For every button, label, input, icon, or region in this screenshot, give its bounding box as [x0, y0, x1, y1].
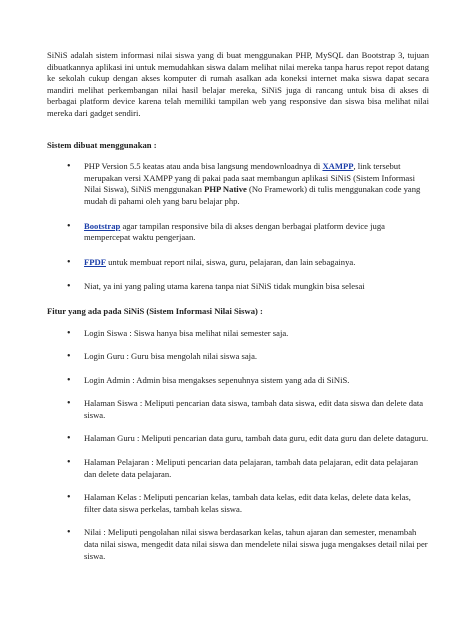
bootstrap-link[interactable]: Bootstrap [84, 220, 121, 231]
feature-text: Halaman Guru : Meliputi pencarian data guru, tambah data guru, edit data guru dan delete dataguru. [84, 433, 429, 444]
php-text-post: (No Framework) di tulis menggunakan code yang mudah di pahami oleh yang baru belajar php. [84, 184, 421, 206]
intro-paragraph: SiNiS adalah sistem informasi nilai siswa yang di buat menggunakan PHP, MySQL dan Bootstrap 3, tujuan dibuatkannya aplikasi ini untuk memudahkan siswa dalam melihat nilai mereka tanpa harus repot repot datang ke sekolah cukup dengan akses komputer di rumah asalkan ada koneksi internet maka siswa dapat secara mandiri melihat perkembangan nilai hasil belajar mereka, SiNiS juga di rancang untuk bisa di akses di berbagai platform device karena telah memiliki tampilan web yang responsive dan siswa bisa melihat nilai mereka dari gadget sendiri. [47, 50, 429, 118]
feature-item [47, 398, 429, 421]
feature-item [47, 351, 429, 363]
feature-item [47, 328, 429, 340]
features-list [47, 328, 429, 563]
fpdf-link[interactable]: FPDF [84, 256, 106, 267]
bullet-icon: • [67, 220, 71, 232]
feature-text: Login Admin : Admin bisa mengakses sepenuhnya sistem yang ada di SiNiS. [84, 374, 350, 385]
feature-item [47, 433, 429, 445]
list-item-niat [47, 281, 429, 293]
list-item-php [47, 161, 429, 207]
list-item-fpdf [47, 257, 429, 269]
tools-heading: Sistem dibuat menggunakan : [47, 139, 157, 150]
feature-text: Login Siswa : Siswa hanya bisa melihat nilai semester saja. [84, 327, 289, 338]
feature-item [47, 527, 429, 562]
php-native-text: PHP Native [204, 184, 247, 195]
document-page [47, 50, 429, 574]
list-item-bootstrap [47, 221, 429, 244]
bullet-icon: • [67, 256, 71, 268]
feature-item [47, 492, 429, 515]
niat-text: Niat, ya ini yang paling utama karena tanpa niat SiNiS tidak mungkin bisa selesai [84, 281, 365, 292]
php-text-mid: , link tersebut merupakan versi XAMPP yang di pakai pada saat membangun aplikasi SiNiS (Sistem Informasi Nilai Siswa), SiNiS menggunakan [84, 161, 415, 195]
bullet-icon: • [67, 527, 71, 539]
bullet-icon: • [67, 457, 71, 469]
bullet-icon: • [67, 351, 71, 363]
feature-text: Halaman Siswa : Meliputi pencarian data siswa, tambah data siswa, edit data siswa dan delete data siswa. [84, 398, 424, 420]
php-text-pre: PHP Version 5.5 keatas atau anda bisa langsung mendownloadnya di [84, 161, 323, 172]
bullet-icon: • [67, 374, 71, 386]
feature-text: Halaman Kelas : Meliputi pencarian kelas, tambah data kelas, edit data kelas, delete data kelas, filter data siswa perkelas, tambah kelas siswa. [84, 492, 411, 514]
bullet-icon: • [67, 492, 71, 504]
feature-text: Halaman Pelajaran : Meliputi pencarian data pelajaran, tambah data pelajaran, edit data pelajaran dan delete data pelajaran. [84, 457, 419, 479]
bullet-icon: • [67, 433, 71, 445]
bootstrap-text: agar tampilan responsive bila di akses dengan berbagai platform device juga mempercepat waktu pengerjaan. [84, 220, 385, 243]
bullet-icon: • [67, 161, 71, 173]
bullet-icon: • [67, 327, 71, 339]
feature-item [47, 375, 429, 387]
bullet-icon: • [67, 398, 71, 410]
fpdf-text: untuk membuat report nilai, siswa, guru, pelajaran, dan lain sebagainya. [105, 256, 356, 267]
tools-list [47, 161, 429, 293]
feature-text: Login Guru : Guru bisa mengolah nilai siswa saja. [84, 351, 258, 362]
feature-item [47, 457, 429, 480]
feature-text: Nilai : Meliputi pengolahan nilai siswa berdasarkan kelas, tahun ajaran dan semester, menambah data nilai siswa, mengedit data nilai siswa dan mendelete nilai siswa juga mengakses detail nilai per siswa. [84, 527, 428, 561]
features-heading: Fitur yang ada pada SiNiS (Sistem Informasi Nilai Siswa) : [47, 305, 263, 316]
xampp-link[interactable]: XAMPP [322, 161, 354, 172]
bullet-icon: • [67, 281, 71, 293]
